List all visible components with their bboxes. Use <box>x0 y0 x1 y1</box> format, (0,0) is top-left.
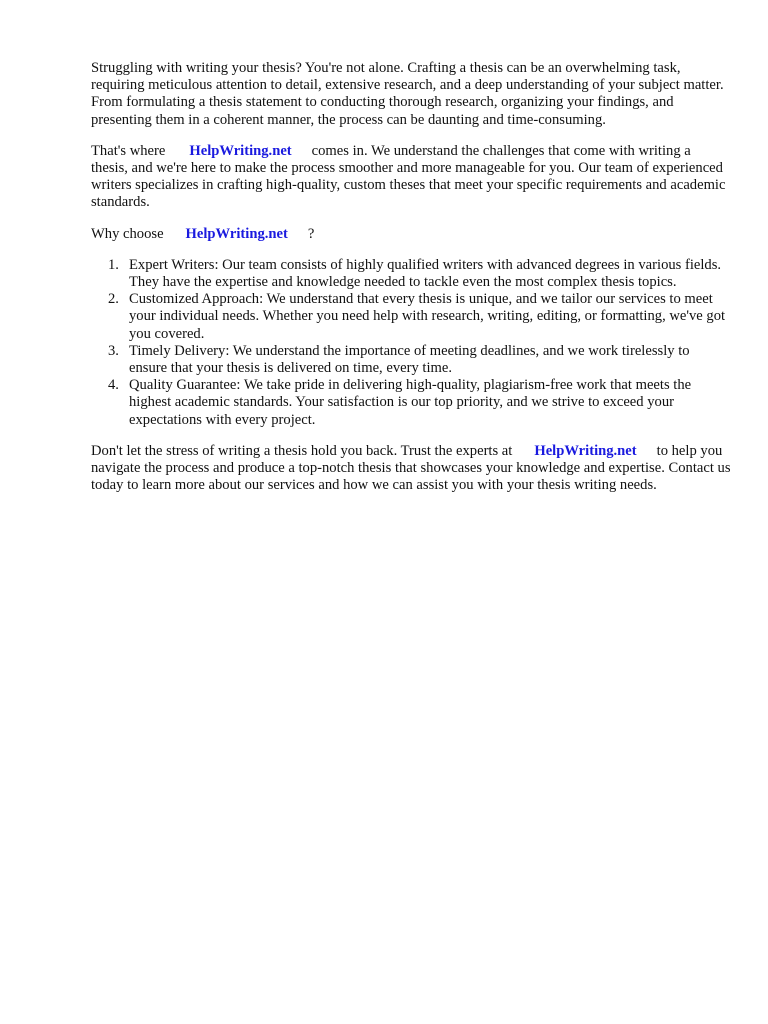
helpwriting-link-trust[interactable]: HelpWriting.net <box>534 442 637 459</box>
list-item-text: Quality Guarantee: We take pride in delivering high-quality, plagiarism-free work that meets the highest academic standards. Your satisfaction is our top priority, and we strive to exceed your expectations with every project. <box>129 377 692 428</box>
trust-text-before: Don't let the stress of writing a thesis hold you back. Trust the experts at <box>91 442 513 459</box>
why-text-after: ? <box>307 225 315 242</box>
list-item <box>108 256 731 291</box>
trust-text-after: to help you navigate the process and produce a top-notch thesis that showcases your knowledge and expertise. Contact us today to learn more about our services and how we can assist you with your thesis writing needs. <box>91 442 731 494</box>
list-item-text: Customized Approach: We understand that every thesis is unique, and we tailor our services to meet your individual needs. Whether you need help with research, writing, editing, or formatting, we've got you covered. <box>129 291 726 342</box>
helpwriting-link-where[interactable]: HelpWriting.net <box>189 142 292 159</box>
trust-paragraph <box>91 443 731 495</box>
list-item-text: Expert Writers: Our team consists of highly qualified writers with advanced degrees in various fields. They have the expertise and knowledge needed to tackle even the most complex thesis topics. <box>129 256 722 291</box>
list-item-number: 4. <box>108 377 119 394</box>
where-text-before: That's where <box>91 142 166 159</box>
list-item-text: Timely Delivery: We understand the importance of meeting deadlines, and we work tirelessly to ensure that your thesis is delivered on time, every time. <box>129 342 690 377</box>
helpwriting-link-why[interactable]: HelpWriting.net <box>185 225 288 242</box>
list-item-number: 3. <box>108 342 119 359</box>
reasons-list <box>91 257 731 429</box>
list-item <box>108 377 731 429</box>
why-text-before: Why choose <box>91 225 164 242</box>
document-page <box>91 60 731 508</box>
where-text-after: comes in. We understand the challenges that come with writing a thesis, and we're here to make the process smoother and more manageable for you. Our team of experienced writers specializes in crafting high-quality, custom theses that meet your specific requirements and academic standards. <box>91 142 726 211</box>
list-item-number: 1. <box>108 256 119 273</box>
list-item-number: 2. <box>108 291 119 308</box>
list-item <box>108 291 731 343</box>
list-item <box>108 342 731 377</box>
where-paragraph <box>91 143 731 212</box>
intro-paragraph: Struggling with writing your thesis? You're not alone. Crafting a thesis can be an overwhelming task, requiring meticulous attention to detail, extensive research, and a deep understanding of your subject matter. From formulating a thesis statement to conducting thorough research, organizing your findings, and presenting them in a coherent manner, the process can be daunting and time-consuming. <box>91 60 724 128</box>
why-choose-heading <box>91 226 731 243</box>
